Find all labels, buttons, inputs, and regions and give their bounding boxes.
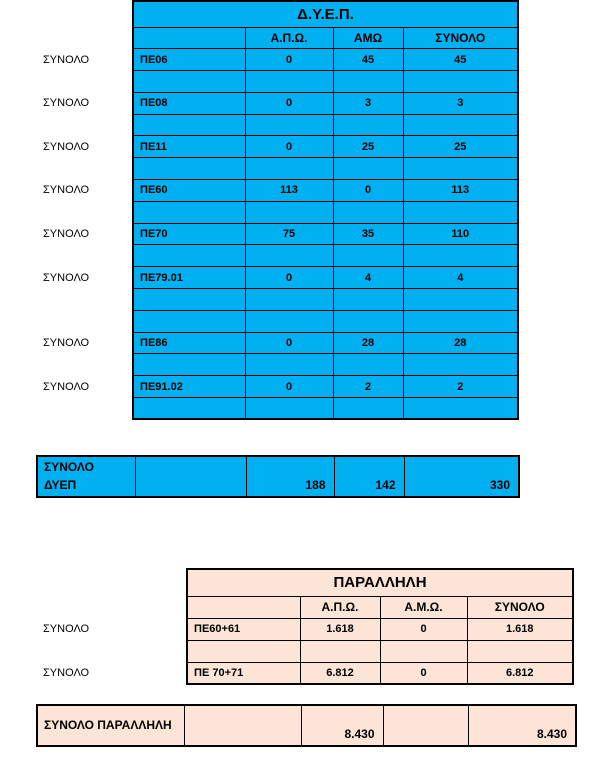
value-cell: 3 bbox=[333, 92, 403, 114]
gutter-cell bbox=[0, 640, 187, 662]
gutter-cell bbox=[0, 201, 133, 223]
data-row bbox=[0, 223, 518, 245]
value-cell: 6.812 bbox=[300, 662, 380, 684]
row-outside-label: ΣΥΝΟΛΟ bbox=[43, 623, 90, 635]
data-row bbox=[0, 136, 518, 158]
row-label-cell bbox=[133, 201, 245, 223]
value-cell: 0 bbox=[245, 376, 333, 398]
gutter-cell bbox=[0, 1, 133, 27]
value-cell bbox=[245, 245, 333, 267]
row-label-cell: ΠΕ70 bbox=[133, 223, 245, 245]
column-header: Α.Π.Ω. bbox=[245, 27, 333, 49]
row-outside-label: ΣΥΝΟΛΟ bbox=[43, 140, 90, 153]
value-cell bbox=[467, 640, 573, 662]
value-cell: 28 bbox=[333, 332, 403, 354]
gutter-cell bbox=[0, 596, 187, 618]
parallel-summary-table bbox=[36, 704, 577, 747]
value-cell bbox=[245, 310, 333, 332]
column-header: Α.Μ.Ω. bbox=[380, 596, 467, 618]
blank-row bbox=[0, 158, 518, 180]
value-cell: 4 bbox=[333, 267, 403, 289]
dyep-table-title: Δ.Υ.Ε.Π. bbox=[133, 1, 518, 27]
value-cell: 0 bbox=[245, 267, 333, 289]
dyep-title-row bbox=[0, 1, 518, 27]
value-cell bbox=[333, 114, 403, 136]
gutter-cell bbox=[0, 354, 133, 376]
value-cell: 2 bbox=[333, 376, 403, 398]
value-cell bbox=[333, 398, 403, 420]
value-cell: 28 bbox=[403, 332, 518, 354]
row-outside-label: ΣΥΝΟΛΟ bbox=[43, 667, 90, 679]
value-cell bbox=[403, 114, 518, 136]
value-cell: 0 bbox=[245, 136, 333, 158]
row-label-cell bbox=[133, 398, 245, 420]
summary-label-cell: ΣΥΝΟΛΟ ΔΥΕΠ bbox=[37, 456, 135, 497]
row-label-cell bbox=[133, 310, 245, 332]
row-outside-label: ΣΥΝΟΛΟ bbox=[43, 380, 90, 393]
value-cell: 45 bbox=[403, 49, 518, 71]
blank-row bbox=[0, 245, 518, 267]
row-label-cell bbox=[187, 640, 300, 662]
row-header-spacer-cell bbox=[187, 596, 300, 618]
row-header-spacer-cell bbox=[133, 27, 245, 49]
column-header: ΣΥΝΟΛΟ bbox=[467, 596, 573, 618]
row-label-cell bbox=[133, 71, 245, 93]
value-cell bbox=[403, 71, 518, 93]
row-label-cell bbox=[133, 114, 245, 136]
value-cell: 45 bbox=[333, 49, 403, 71]
data-row bbox=[0, 332, 518, 354]
gutter-cell bbox=[0, 114, 133, 136]
value-cell: 110 bbox=[403, 223, 518, 245]
value-cell bbox=[333, 245, 403, 267]
value-cell: 0 bbox=[245, 49, 333, 71]
gutter-cell bbox=[0, 27, 133, 49]
value-cell: 0 bbox=[380, 618, 467, 640]
value-cell: 0 bbox=[380, 662, 467, 684]
value-cell: 0 bbox=[245, 92, 333, 114]
value-cell: 1.618 bbox=[300, 618, 380, 640]
column-header: ΑΜΩ bbox=[333, 27, 403, 49]
data-row bbox=[0, 376, 518, 398]
dyep-table bbox=[0, 0, 519, 420]
gutter-cell bbox=[0, 289, 133, 311]
summary-value-cell bbox=[383, 705, 468, 746]
gutter-cell bbox=[0, 71, 133, 93]
value-cell bbox=[403, 289, 518, 311]
value-cell: 0 bbox=[245, 332, 333, 354]
row-label-cell: ΠΕ06 bbox=[133, 49, 245, 71]
data-row bbox=[0, 49, 518, 71]
row-label-cell: ΠΕ60+61 bbox=[187, 618, 300, 640]
summary-value-cell: 330 bbox=[404, 456, 519, 497]
row-label-cell: ΠΕ79.01 bbox=[133, 267, 245, 289]
value-cell: 25 bbox=[333, 136, 403, 158]
row-outside-label: ΣΥΝΟΛΟ bbox=[43, 97, 90, 110]
parallel-header-row bbox=[0, 596, 573, 618]
blank-row bbox=[0, 71, 518, 93]
row-label-cell: ΠΕ91.02 bbox=[133, 376, 245, 398]
value-cell bbox=[333, 310, 403, 332]
value-cell: 25 bbox=[403, 136, 518, 158]
value-cell bbox=[403, 354, 518, 376]
row-label-cell: ΠΕ11 bbox=[133, 136, 245, 158]
dyep-summary-row bbox=[37, 456, 519, 497]
value-cell bbox=[245, 158, 333, 180]
blank-row bbox=[0, 114, 518, 136]
blank-row bbox=[0, 640, 573, 662]
value-cell: 75 bbox=[245, 223, 333, 245]
gutter-cell bbox=[0, 310, 133, 332]
parallel-table bbox=[0, 568, 574, 685]
parallel-title-row bbox=[0, 569, 573, 596]
row-label-cell: ΠΕ08 bbox=[133, 92, 245, 114]
column-header: Α.Π.Ω. bbox=[300, 596, 380, 618]
value-cell: 113 bbox=[245, 180, 333, 202]
data-row bbox=[0, 662, 573, 684]
value-cell bbox=[403, 398, 518, 420]
row-outside-label: ΣΥΝΟΛΟ bbox=[43, 337, 90, 350]
value-cell bbox=[380, 640, 467, 662]
value-cell bbox=[245, 398, 333, 420]
value-cell bbox=[333, 289, 403, 311]
gutter-cell bbox=[0, 398, 133, 420]
value-cell bbox=[300, 640, 380, 662]
summary-value-cell: 8.430 bbox=[468, 705, 576, 746]
value-cell: 6.812 bbox=[467, 662, 573, 684]
row-label-cell: ΠΕ60 bbox=[133, 180, 245, 202]
value-cell bbox=[333, 201, 403, 223]
column-header: ΣΥΝΟΛΟ bbox=[403, 27, 518, 49]
blank-row bbox=[0, 354, 518, 376]
row-label-cell bbox=[133, 354, 245, 376]
blank-row bbox=[0, 201, 518, 223]
summary-value-cell: 142 bbox=[334, 456, 404, 497]
summary-value-cell bbox=[184, 705, 301, 746]
summary-label-cell: ΣΥΝΟΛΟ ΠΑΡΑΛΛΗΛΗ bbox=[37, 705, 184, 746]
dyep-header-row bbox=[0, 27, 518, 49]
gutter-cell bbox=[0, 569, 187, 596]
parallel-summary-row bbox=[37, 705, 576, 746]
value-cell bbox=[403, 245, 518, 267]
gutter-cell bbox=[0, 245, 133, 267]
summary-value-cell: 188 bbox=[246, 456, 334, 497]
summary-value-cell bbox=[135, 456, 246, 497]
value-cell: 4 bbox=[403, 267, 518, 289]
data-row bbox=[0, 92, 518, 114]
row-label-cell bbox=[133, 245, 245, 267]
summary-value-cell: 8.430 bbox=[301, 705, 383, 746]
value-cell: 113 bbox=[403, 180, 518, 202]
data-row bbox=[0, 267, 518, 289]
value-cell: 1.618 bbox=[467, 618, 573, 640]
gutter-cell bbox=[0, 158, 133, 180]
value-cell bbox=[245, 289, 333, 311]
value-cell bbox=[245, 201, 333, 223]
dyep-summary-table bbox=[36, 455, 520, 498]
row-label-cell bbox=[133, 289, 245, 311]
value-cell bbox=[403, 310, 518, 332]
value-cell: 2 bbox=[403, 376, 518, 398]
row-outside-label: ΣΥΝΟΛΟ bbox=[43, 184, 90, 197]
value-cell bbox=[403, 201, 518, 223]
value-cell bbox=[333, 71, 403, 93]
value-cell bbox=[245, 71, 333, 93]
row-label-cell: ΠΕ 70+71 bbox=[187, 662, 300, 684]
blank-row bbox=[0, 398, 518, 420]
value-cell: 3 bbox=[403, 92, 518, 114]
blank-row bbox=[0, 310, 518, 332]
data-row bbox=[0, 180, 518, 202]
parallel-table-title: ΠΑΡΑΛΛΗΛΗ bbox=[187, 569, 573, 596]
value-cell: 0 bbox=[333, 180, 403, 202]
value-cell bbox=[245, 354, 333, 376]
row-label-cell bbox=[133, 158, 245, 180]
value-cell: 35 bbox=[333, 223, 403, 245]
row-outside-label: ΣΥΝΟΛΟ bbox=[43, 228, 90, 241]
row-outside-label: ΣΥΝΟΛΟ bbox=[43, 53, 90, 66]
value-cell bbox=[333, 354, 403, 376]
value-cell bbox=[333, 158, 403, 180]
blank-row bbox=[0, 289, 518, 311]
data-row bbox=[0, 618, 573, 640]
value-cell bbox=[403, 158, 518, 180]
value-cell bbox=[245, 114, 333, 136]
row-outside-label: ΣΥΝΟΛΟ bbox=[43, 271, 90, 284]
row-label-cell: ΠΕ86 bbox=[133, 332, 245, 354]
